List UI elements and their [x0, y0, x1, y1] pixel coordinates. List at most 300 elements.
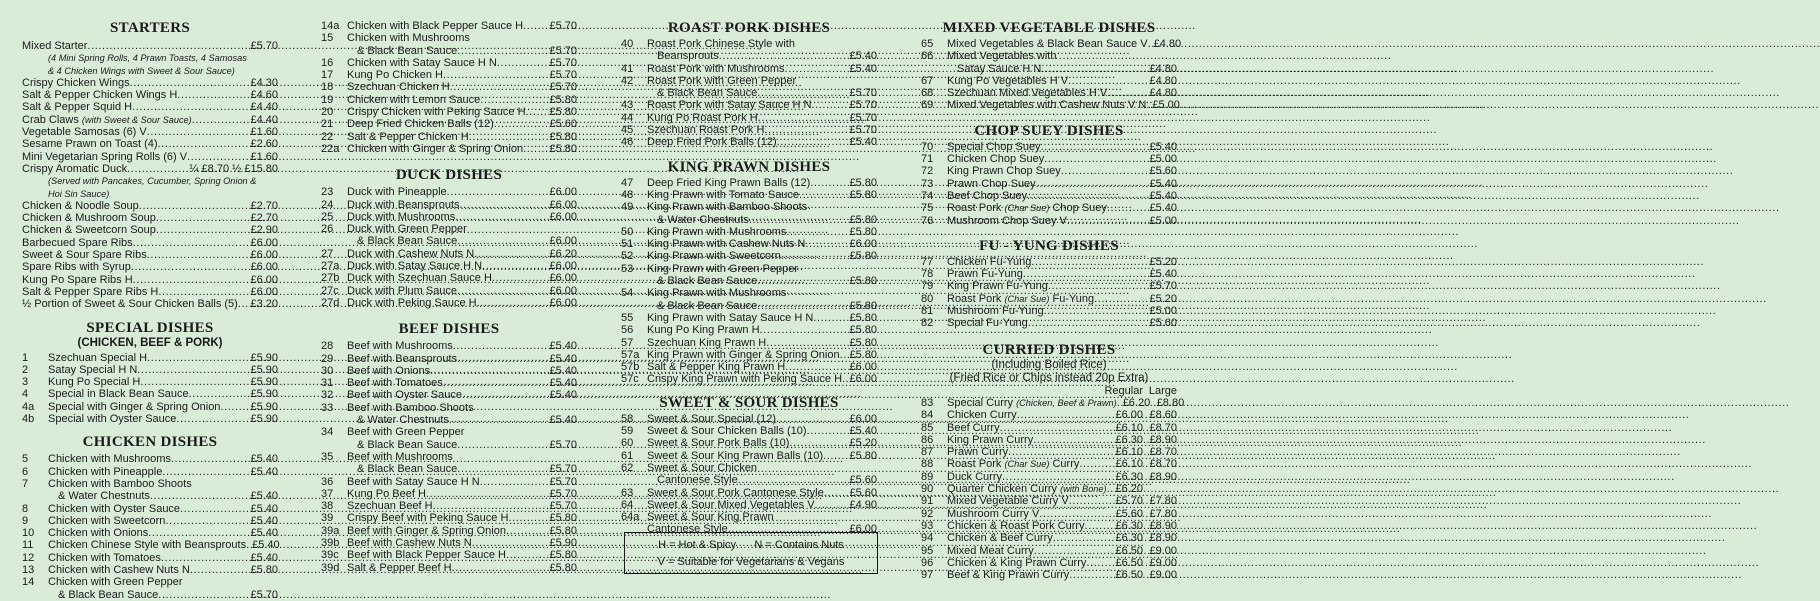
- menu-item: [321, 131, 577, 143]
- item-name: [347, 211, 455, 223]
- item-label-tail: Chop Suey: [1049, 202, 1107, 215]
- item-label: Beef Chop Suey: [947, 189, 1028, 202]
- item-number: 25: [321, 210, 334, 223]
- menu-item: [321, 340, 577, 352]
- item-price: £6.00: [250, 236, 278, 249]
- item-label: Barbecued Spare Ribs: [22, 236, 133, 249]
- chicken-list: [22, 453, 278, 601]
- item-number: 40: [621, 38, 634, 50]
- leader-dots: [757, 275, 849, 287]
- menu-item: [921, 141, 1177, 153]
- item-price: £5.70: [549, 20, 577, 32]
- item-price: £5.80: [849, 299, 877, 312]
- menu-item: [621, 63, 877, 75]
- item-extra: (Chicken, Beef & Prawn): [1016, 397, 1117, 408]
- menu-item: [321, 402, 577, 414]
- menu-item: [22, 77, 278, 89]
- item-extra: (Char Sue): [1004, 293, 1050, 304]
- item-price: £6.00: [549, 296, 577, 309]
- item-label: Satay Special H N: [48, 363, 138, 376]
- leader-dots: [508, 512, 549, 524]
- item-name: [947, 471, 1002, 483]
- leader-dots: [777, 136, 850, 148]
- item-name: [48, 503, 180, 515]
- menu-item: [621, 487, 877, 499]
- item-number: 10: [22, 527, 35, 540]
- item-price: £6.00: [549, 260, 577, 273]
- menu-item: [621, 238, 877, 250]
- item-number: 83: [921, 396, 934, 409]
- item-label: Mixed Vegetables with Cashew Nuts V N: [947, 99, 1147, 112]
- item-label: Quarter Chicken Curry: [947, 483, 1058, 496]
- leader-dots: [1017, 409, 1116, 421]
- leader-dots: [757, 87, 849, 99]
- item-label: Mushroom Fu-Yung: [947, 305, 1044, 318]
- item-name: [347, 353, 457, 365]
- item-price: £5.70: [1115, 495, 1143, 508]
- leader-dots: [460, 199, 550, 211]
- item-price: £5.80: [549, 106, 577, 119]
- item-label: King Prawn with Green Pepper: [647, 262, 799, 275]
- item-label: Chicken with Mushrooms: [48, 453, 171, 466]
- leader-dots: [462, 389, 550, 401]
- item-price: £5.80: [549, 93, 577, 106]
- item-name: Cantonese Style: [657, 474, 738, 487]
- item-price: £5.80: [849, 188, 877, 201]
- item-price: £6.00: [849, 361, 877, 374]
- item-name: [647, 499, 815, 511]
- item-name: & Black Bean Sauce: [357, 463, 458, 476]
- item-label: Kung Po Vegetables H V: [947, 74, 1069, 87]
- item-label: Crispy King Prawn with Peking Sauce H: [647, 373, 843, 386]
- leader-dots: [158, 138, 251, 150]
- item-name: [48, 364, 137, 376]
- item-name: [947, 569, 1069, 581]
- item-price-large: £8.60: [1149, 409, 1177, 422]
- sweet-sour-list: [621, 413, 877, 536]
- menu-item: [22, 138, 278, 150]
- curried-list: [921, 396, 1185, 582]
- item-name: [947, 268, 1023, 280]
- item-price: £1.60: [250, 126, 278, 139]
- item-number: 18: [321, 81, 334, 94]
- item-price: £6.10: [1115, 458, 1143, 471]
- menu-item: [621, 349, 877, 361]
- menu-item: [921, 508, 1177, 520]
- menu-item: [921, 520, 1177, 532]
- menu-item: [321, 439, 577, 451]
- item-price-large: £8.90: [1149, 519, 1177, 532]
- leader-dots: [480, 476, 550, 488]
- menu-item: [621, 250, 877, 262]
- item-name: [22, 114, 192, 126]
- menu-item: [921, 215, 1177, 227]
- item-price: £5.80: [549, 512, 577, 525]
- item-name: [22, 77, 130, 89]
- item-label: King Prawn with Ginger & Spring Onion: [647, 348, 840, 361]
- item-price: £5.40: [1149, 177, 1177, 190]
- menu-item: [22, 126, 278, 138]
- item-label: Prawn Chop Suey: [947, 177, 1036, 190]
- menu-item: [921, 256, 1177, 268]
- item-number: 11: [22, 539, 34, 552]
- item-number: 35: [321, 450, 334, 463]
- item-number: 60: [621, 437, 634, 450]
- item-price-large: £8.90: [1149, 433, 1177, 446]
- curried-header-large: Large: [1148, 384, 1177, 397]
- item-label: Sweet & Sour Pork Cantonese Style: [647, 486, 824, 499]
- item-price: £4.80: [1149, 87, 1177, 100]
- menu-item: [22, 237, 278, 249]
- item-label: Duck with Plum Sauce: [347, 284, 458, 297]
- item-price: £5.40: [252, 539, 280, 552]
- menu-item: [921, 317, 1177, 329]
- menu-item: [321, 463, 577, 475]
- section-title-beef: BEEF DISHES: [398, 321, 500, 338]
- item-number: 67: [921, 74, 934, 87]
- leader-dots: [137, 364, 250, 376]
- item-name: [947, 305, 1044, 317]
- leader-dots: [1036, 178, 1150, 190]
- item-extra: (Char Sue): [1004, 459, 1050, 470]
- item-price: £5.80: [849, 311, 877, 324]
- leader-dots: [220, 401, 250, 413]
- item-label: Szechuan Mixed Vegetables H V: [947, 87, 1108, 100]
- item-price-large: £7.80: [1149, 507, 1177, 520]
- menu-item: [321, 45, 577, 57]
- item-label: Special with Ginger & Spring Onion: [48, 400, 221, 413]
- menu-item: [621, 287, 877, 299]
- item-price: £1.60: [250, 150, 278, 163]
- item-price: £5.60: [1115, 507, 1143, 520]
- item-name: [647, 324, 760, 336]
- item-price: £5.40: [549, 389, 577, 402]
- item-number: 4a: [22, 400, 35, 413]
- item-label: Beef & King Prawn Curry: [947, 569, 1070, 582]
- item-number: 65: [921, 38, 934, 50]
- item-label: Duck with Beansprouts: [347, 198, 460, 211]
- item-price: £5.70: [250, 40, 278, 52]
- item-price-large: £8.70: [1149, 446, 1177, 459]
- legend-box: [624, 532, 878, 574]
- item-name: [647, 112, 758, 124]
- item-label: Spare Ribs with Syrup: [22, 261, 131, 274]
- item-number: 27a: [321, 260, 340, 273]
- item-number: 64: [621, 498, 634, 511]
- item-name: [347, 57, 497, 69]
- item-note: (4 Mini Spring Rolls, 4 Prawn Toasts, 4 Samosas: [48, 53, 247, 64]
- item-name: [22, 101, 132, 113]
- item-label: Chicken Chinese Style with Beansprouts: [48, 539, 247, 552]
- item-name: [947, 256, 1031, 268]
- menu-item: [22, 552, 278, 564]
- menu-item: [321, 297, 577, 309]
- leader-dots: [189, 388, 251, 400]
- item-name: [947, 520, 1085, 532]
- leader-dots: [455, 211, 549, 223]
- item-number: 1: [22, 351, 29, 364]
- item-name: [947, 545, 1034, 557]
- item-number: 47: [621, 176, 634, 189]
- item-number: 36: [321, 475, 334, 488]
- item-number: 52: [621, 250, 634, 263]
- item-name: [347, 525, 506, 537]
- leader-dots: [766, 337, 849, 349]
- item-number: 85: [921, 421, 934, 434]
- item-label: Szechuan Beef H: [347, 500, 433, 513]
- section-title-roast-pork: ROAST PORK DISHES: [667, 20, 831, 36]
- item-label: Roast Pork Chinese Style with: [647, 38, 795, 50]
- section-title-special: SPECIAL DISHES: [86, 319, 214, 336]
- menu-item: [22, 274, 278, 286]
- item-name: [22, 151, 187, 163]
- item-extra: (with Bone): [1060, 484, 1107, 495]
- leader-dots: [156, 212, 251, 224]
- item-price: £5.00: [1149, 214, 1177, 227]
- item-name: [947, 434, 1033, 446]
- menu-item: [621, 511, 877, 523]
- item-price: £5.70: [549, 463, 577, 476]
- leader-dots: [426, 488, 550, 500]
- menu-item: [621, 38, 877, 50]
- item-name: [947, 446, 1008, 458]
- menu-item: [921, 458, 1177, 470]
- menu-item: [321, 20, 577, 32]
- item-number: 27: [321, 247, 334, 260]
- item-name: [347, 389, 462, 401]
- leader-dots: [805, 238, 849, 250]
- menu-item: [921, 99, 1180, 112]
- item-number: 48: [621, 188, 634, 201]
- item-number: 22a: [321, 142, 340, 155]
- duck-list: [321, 186, 577, 309]
- item-name: [647, 287, 786, 299]
- item-label: Beef with Cashew Nuts N: [347, 536, 472, 549]
- menu-item: [321, 365, 577, 377]
- item-price: £5.60: [849, 474, 877, 487]
- item-price: £5.20: [1149, 292, 1177, 305]
- item-name: [22, 163, 127, 175]
- item-number: 39a: [321, 524, 340, 537]
- item-label: Mini Vegetarian Spring Rolls (6) V: [22, 150, 188, 163]
- item-price: £5.40: [250, 527, 278, 540]
- item-name: [48, 466, 162, 478]
- item-name: [22, 224, 156, 236]
- item-number: 39d: [321, 561, 340, 574]
- item-name: [947, 532, 1053, 544]
- item-price: £5.40: [1149, 202, 1177, 215]
- menu-item: [621, 87, 877, 99]
- legend-line-1: H = Hot & Spicy N = Contains Nuts: [658, 539, 844, 551]
- item-number: 4b: [22, 413, 35, 426]
- item-name: [22, 237, 133, 249]
- menu-item: [321, 549, 577, 561]
- item-label: Kung Po Roast Pork H: [647, 111, 758, 124]
- item-price: £5.20: [1149, 255, 1177, 268]
- menu-item: [22, 503, 278, 515]
- item-name: & Black Bean Sauce: [357, 235, 458, 248]
- menu-item: [321, 512, 577, 524]
- item-number: 46: [621, 136, 634, 149]
- leader-dots: [815, 499, 850, 511]
- item-number: 4: [22, 388, 29, 401]
- menu-item: [321, 476, 577, 488]
- item-label: Chicken Curry: [947, 409, 1017, 422]
- item-price: £5.70: [549, 475, 577, 488]
- item-price: £4.40: [250, 113, 278, 126]
- menu-item: [22, 564, 278, 576]
- item-price-large: £8.70: [1149, 458, 1177, 471]
- menu-item: [621, 450, 877, 462]
- item-name: [347, 81, 450, 93]
- item-number: 92: [921, 507, 934, 520]
- item-number: 82: [921, 317, 934, 330]
- leader-dots: [469, 131, 550, 143]
- leader-dots: [1041, 63, 1149, 75]
- leader-dots: [506, 525, 549, 537]
- leader-dots: [450, 81, 550, 93]
- item-price: £5.70: [250, 588, 278, 601]
- item-price: £5.80: [849, 225, 877, 238]
- menu-item: [321, 248, 577, 260]
- leader-dots: [823, 450, 849, 462]
- item-number: 16: [321, 56, 334, 69]
- item-price: £5.80: [849, 336, 877, 349]
- item-price: £6.00: [849, 238, 877, 251]
- item-price-large: £8.90: [1149, 470, 1177, 483]
- item-price: £5.70: [549, 438, 577, 451]
- menu-item: [321, 451, 577, 463]
- item-price: £5.70: [549, 44, 577, 57]
- menu-item: [621, 75, 877, 87]
- item-number: 27b: [321, 272, 340, 285]
- item-label: Beef with Tomatoes: [347, 377, 443, 390]
- item-number: 45: [621, 124, 634, 137]
- menu-item: [621, 50, 877, 62]
- menu-item: [621, 361, 877, 373]
- item-name: [947, 99, 1146, 111]
- leader-dots: [757, 300, 849, 312]
- item-name: [647, 63, 785, 75]
- item-label: Duck with Szechuan Sauce H: [347, 272, 492, 285]
- item-name: Cantonese Style: [647, 523, 728, 536]
- item-label: Roast Pork: [947, 292, 1002, 305]
- item-label: King Prawn with Sweetcorn: [647, 250, 781, 263]
- item-number: 37: [321, 487, 334, 500]
- item-price: £5.40: [849, 425, 877, 438]
- item-name: [347, 377, 443, 389]
- item-price: £6.00: [250, 261, 278, 274]
- item-name: [347, 260, 482, 272]
- item-name: [947, 557, 1086, 569]
- item-price: £5.90: [250, 376, 278, 389]
- leader-dots: [472, 537, 550, 549]
- item-label: Crispy Beef with Peking Sauce H: [347, 512, 509, 525]
- item-label: Chicken with Cashew Nuts N: [48, 563, 190, 576]
- menu-item: [621, 337, 877, 349]
- item-number: 91: [921, 495, 934, 508]
- item-price: £5.40: [250, 453, 278, 466]
- item-name: Satay Sauce H N: [957, 62, 1042, 75]
- item-name: [647, 349, 840, 361]
- item-price: £6.30: [1115, 433, 1143, 446]
- menu-item: [22, 466, 278, 478]
- item-label: Salt & Pepper Spare Ribs H: [22, 285, 159, 298]
- item-price: £5.40: [250, 502, 278, 515]
- menu-item: [621, 201, 877, 213]
- item-number: 58: [621, 412, 634, 425]
- leader-dots: [811, 99, 849, 111]
- item-number: 14a: [321, 20, 340, 32]
- item-label: ½ Portion of Sweet & Sour Chicken Balls (5): [22, 298, 238, 311]
- item-label: King Prawn Curry: [947, 433, 1034, 446]
- item-label: Chicken with Black Pepper Sauce H: [347, 20, 524, 32]
- item-label: Roast Pork: [947, 202, 1002, 215]
- item-label: Sesame Prawn on Toast (4): [22, 138, 158, 151]
- item-price: £6.00: [549, 235, 577, 248]
- item-name: [947, 293, 1094, 305]
- item-number: 44: [621, 111, 634, 124]
- menu-item: [22, 478, 278, 490]
- item-name: [347, 549, 506, 561]
- item-name: [347, 297, 477, 309]
- item-price: £5.40: [1149, 140, 1177, 153]
- item-label: Chicken Chop Suey: [947, 153, 1045, 166]
- leader-dots: [140, 376, 250, 388]
- item-label: Salt & Pepper Squid H: [22, 101, 133, 114]
- item-label: Salt & Pepper Beef H: [347, 561, 452, 574]
- item-name: [647, 425, 807, 437]
- item-name: [48, 478, 192, 490]
- menu-item: [22, 200, 278, 212]
- item-name: [48, 552, 161, 564]
- leader-dots: [1085, 520, 1116, 532]
- menu-item: [621, 425, 877, 437]
- menu-item: [621, 177, 877, 189]
- menu-item: [621, 112, 877, 124]
- item-extra: (with Sweet & Sour Sauce): [81, 114, 192, 125]
- item-label: Special in Black Bean Sauce: [48, 388, 189, 401]
- item-label: Mixed Starter: [22, 40, 88, 52]
- item-price: £6.10: [1115, 421, 1143, 434]
- item-number: 57a: [621, 348, 640, 361]
- item-number: 59: [621, 425, 634, 438]
- leader-dots: [139, 200, 251, 212]
- item-number: 8: [22, 502, 29, 515]
- item-label: Chicken & Mushroom Soup: [22, 212, 156, 225]
- menu-item: [22, 539, 278, 551]
- menu-item: [921, 471, 1177, 483]
- item-number: 76: [921, 214, 934, 227]
- item-label: Vegetable Samosas (6) V: [22, 126, 147, 139]
- item-name: [947, 397, 1117, 409]
- item-price: £5.70: [849, 87, 877, 100]
- item-name: & Black Bean Sauce: [357, 44, 458, 57]
- item-name: [48, 564, 190, 576]
- item-label: Chicken with Lemon Sauce: [347, 93, 481, 106]
- item-name: [647, 263, 798, 275]
- item-number: 50: [621, 225, 634, 238]
- item-label: Chicken with Tomatoes: [48, 551, 161, 564]
- chop-suey-list: [921, 141, 1177, 227]
- menu-column-1: [22, 0, 278, 600]
- item-price: £4.30: [250, 76, 278, 89]
- menu-item: [22, 151, 278, 163]
- item-price-large: £8.90: [1149, 532, 1177, 545]
- item-label: Crab Claws: [22, 113, 79, 126]
- item-number: 69: [921, 99, 934, 112]
- item-price: ¼ £8.70 ½ £15.80: [189, 162, 278, 175]
